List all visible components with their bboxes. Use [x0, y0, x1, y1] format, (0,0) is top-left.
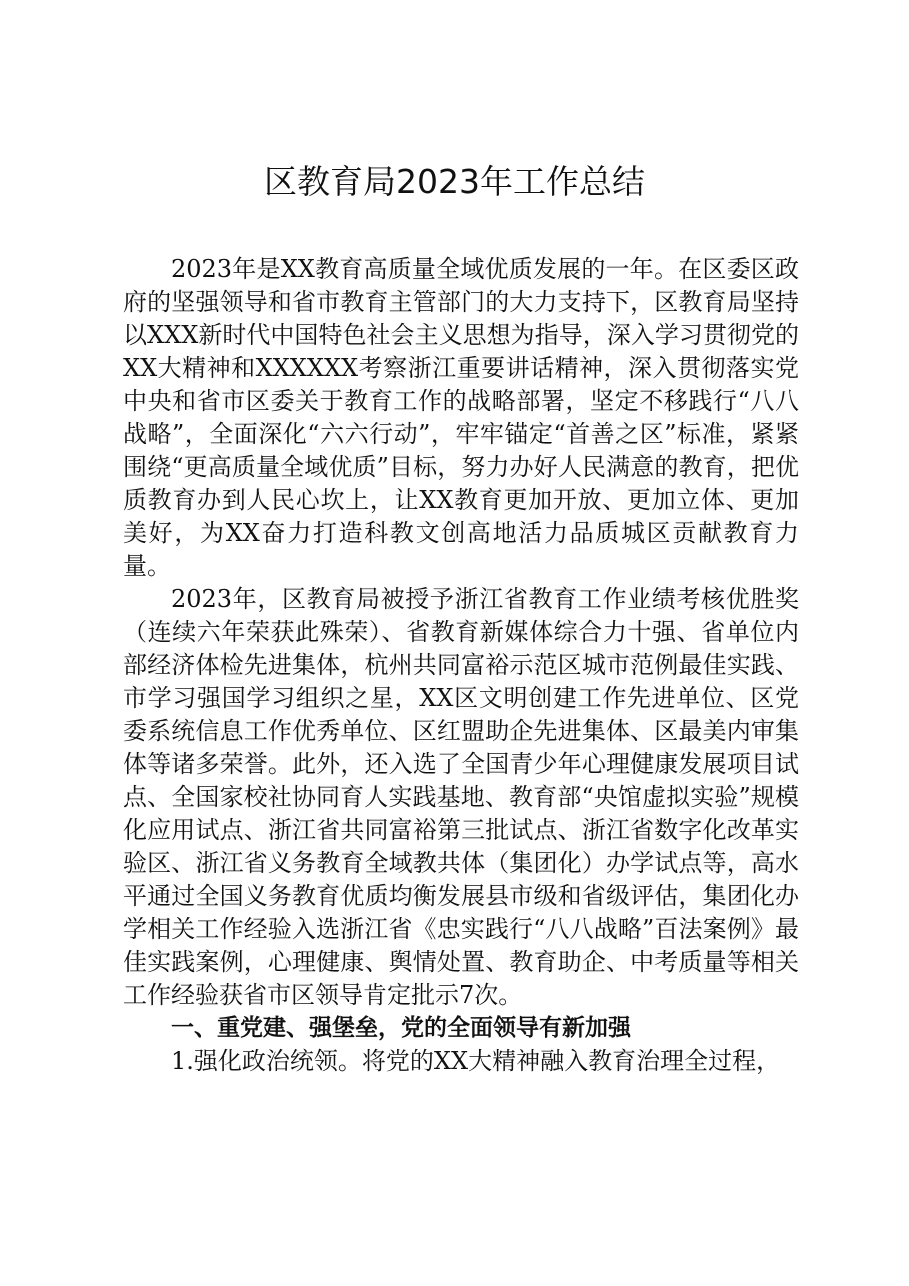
- list-item: 1.强化政治统领。将党的XX大精神融入教育治理全过程，: [171, 1047, 781, 1075]
- section-heading: 一、重党建、强堡垒，党的全面领导有新加强: [171, 1015, 631, 1041]
- document-body: [123, 253, 799, 1078]
- document-title: 区教育局2023年工作总结: [264, 162, 645, 201]
- paragraph-intro: 2023年是XX教育高质量全域优质发展的一年。在区委区政府的坚强领导和省市教育主管部门的大力支持下，区教育局坚持以XXX新时代中国特色社会主义思想为指导，深入学习贯彻党的XX大精神和XXXXXX考察浙江重要讲话精神，深入贯彻落实党中央和省市区委关于教育工作的战略部署，坚定不移践行“八八战略”，全面深化“六六行动”，牢牢锚定“首善之区”标准，紧紧围绕“更高质量全域优质”目标，努力办好人民满意的教育，把优质教育办到人民心坎上，让XX教育更加开放、更加立体、更加美好，为XX奋力打造科教文创高地活力品质城区贡献教育力量。: [123, 255, 799, 580]
- paragraph-honors: 2023年，区教育局被授予浙江省教育工作业绩考核优胜奖（连续六年荣获此殊荣）、省教育新媒体综合力十强、省单位内部经济体检先进集体，杭州共同富裕示范区城市范例最佳实践、市学习强国学习组织之星，XX区文明创建工作先进单位、区党委系统信息工作优秀单位、区红盟助企先进集体、区最美内审集体等诸多荣誉。此外，还入选了全国青少年心理健康发展项目试点、全国家校社协同育人实践基地、教育部“央馆虚拟实验”规模化应用试点、浙江省共同富裕第三批试点、浙江省数字化改革实验区、浙江省义务教育全域教共体（集团化）办学试点等，高水平通过全国义务教育优质均衡发展县市级和省级评估，集团化办学相关工作经验入选浙江省《忠实践行“八八战略”百法案例》最佳实践案例，心理健康、舆情处置、教育助企、中考质量等相关工作经验获省市区领导肯定批示7次。: [123, 585, 799, 1009]
